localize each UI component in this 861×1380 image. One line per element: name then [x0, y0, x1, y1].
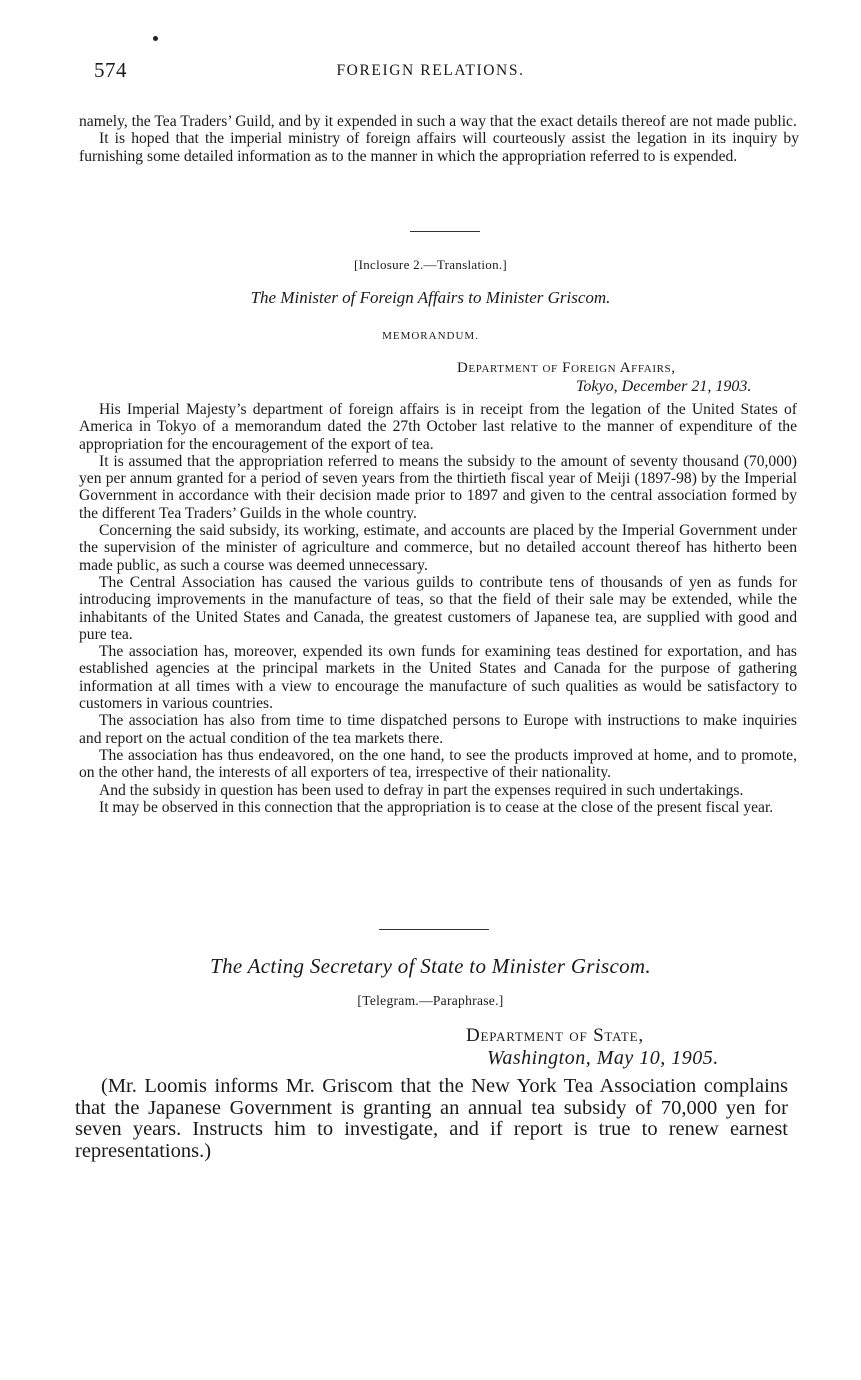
continuation-text — [79, 113, 799, 165]
paragraph: (Mr. Loomis informs Mr. Griscom that the New York Tea Association complains that the Japanese Government is granting an annual tea subsidy of 70,000 yen for seven years. Instructs him to investigate, and if report is true to renew earnest representations.) — [75, 1075, 788, 1162]
dateline-department: Department of State, — [466, 1025, 644, 1046]
telegram-heading: The Acting Secretary of State to Minister Griscom. — [210, 954, 651, 978]
inclosure-label: [Inclosure 2.—Translation.] — [353, 257, 508, 272]
paragraph: The association has also from time to time dispatched persons to Europe with instructions to make inquiries and report on the actual condition of the tea markets there. — [79, 712, 797, 747]
inclosure-heading: The Minister of Foreign Affairs to Minister Griscom. — [250, 288, 611, 307]
ink-dot — [153, 36, 158, 41]
paragraph: It may be observed in this connection that the appropriation is to cease at the close of the present fiscal year. — [99, 798, 774, 816]
paragraph: And the subsidy in question has been used to defray in part the expenses required in such undertakings. — [99, 781, 744, 799]
paragraph: The association has, moreover, expended its own funds for examining teas destined for exportation, and has established agencies at the principal markets in the United States and Canada for the purpose of gathering information at all times with a view to encourage the manufacture of such qualities as would be satisfactory to customers in various countries. — [79, 643, 797, 713]
telegram-summary — [75, 1076, 788, 1162]
page-number: 574 — [94, 58, 127, 82]
section-divider — [379, 929, 489, 930]
dateline-place-date: Tokyo, December 21, 1903. — [576, 378, 752, 395]
running-head: FOREIGN RELATIONS. — [336, 62, 525, 79]
memorandum-body — [79, 401, 797, 816]
section-divider — [410, 231, 480, 232]
memorandum-label: MEMORANDUM. — [382, 330, 479, 342]
paragraph: namely, the Tea Traders’ Guild, and by it expended in such a way that the exact details thereof are not made public. — [79, 113, 797, 130]
paragraph: His Imperial Majesty’s department of foreign affairs is in receipt from the legation of the United States of America in Tokyo of a memorandum dated the 27th October last relative to the manner of expenditure of the appropriation for the encouragement of the export of tea. — [79, 401, 797, 453]
paragraph: It is assumed that the appropriation referred to means the subsidy to the amount of seventy thousand (70,000) yen per annum granted for a period of seven years from the thirtieth fiscal year of Meiji (1897-98) by the Imperial Government in accordance with their decision made prior to 1897 and given to the central association formed by the different Tea Traders’ Guilds in the whole country. — [79, 452, 797, 522]
dateline-place-date: Washington, May 10, 1905. — [487, 1047, 719, 1069]
paragraph: Concerning the said subsidy, its working, estimate, and accounts are placed by the Imperial Government under the supervision of the minister of agriculture and commerce, but no detailed account thereof has hitherto been made public, as such a course was deemed unnecessary. — [79, 522, 797, 574]
telegram-note: [Telegram.—Paraphrase.] — [357, 993, 504, 1008]
paragraph: It is hoped that the imperial ministry of foreign affairs will courteously assist the legation in its inquiry by furnishing some detailed information as to the manner in which the appropriation referred to is expended. — [79, 130, 799, 165]
dateline-department: Department of Foreign Affairs, — [457, 360, 676, 376]
paragraph: The association has thus endeavored, on the one hand, to see the products improved at home, and to promote, on the other hand, the interests of all exporters of tea, irrespective of their nationality. — [79, 746, 797, 782]
paragraph: The Central Association has caused the various guilds to contribute tens of thousands of yen as funds for introducing improvements in the manufacture of teas, so that the field of their sale may be extended, while the inhabitants of the United States and Canada, the greatest customers of Japanese tea, are supplied with good and pure tea. — [79, 573, 797, 643]
